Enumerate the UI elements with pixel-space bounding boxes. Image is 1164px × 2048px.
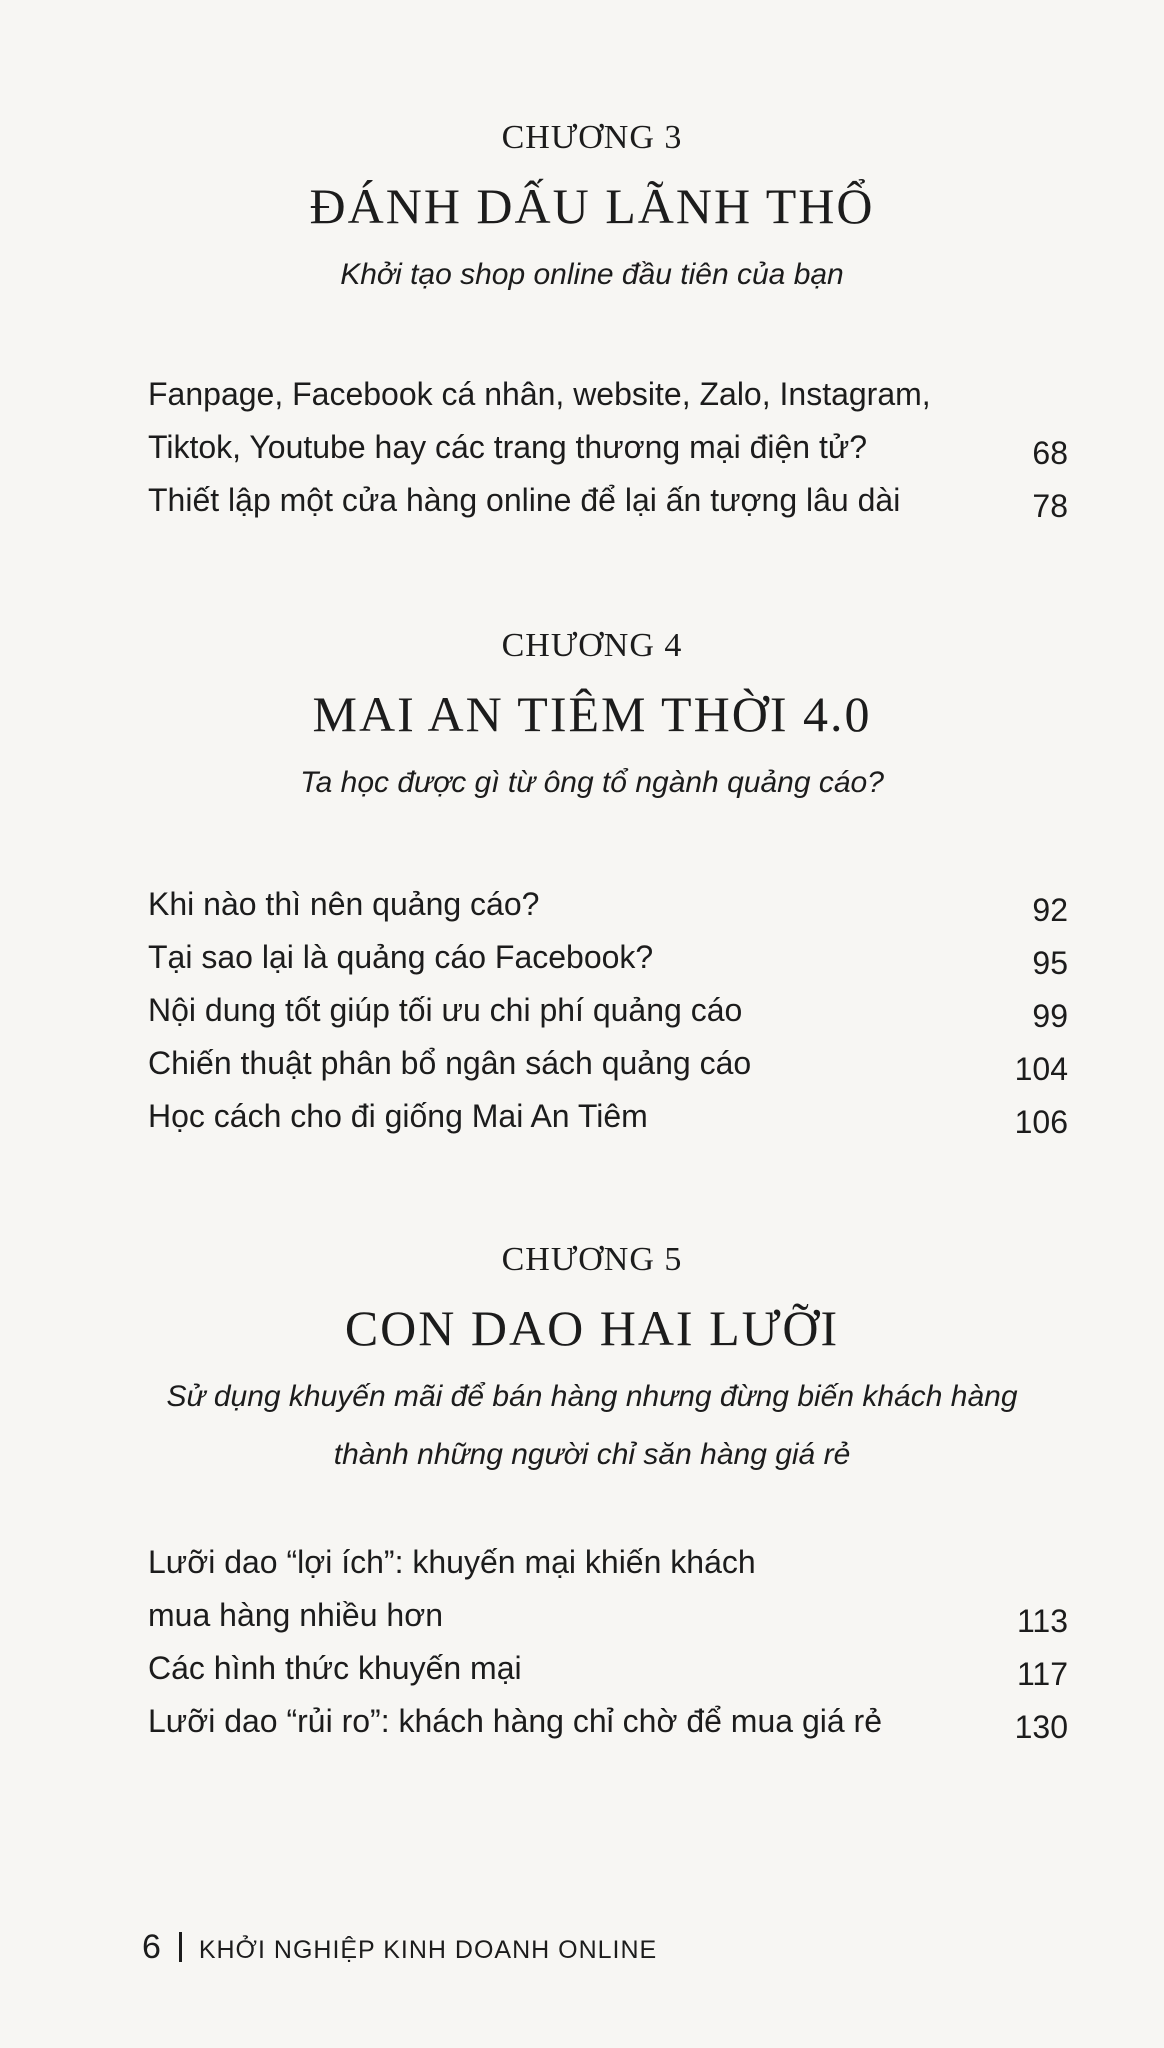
- toc-entry[interactable]: [148, 421, 1068, 474]
- running-title: KHỞI NGHIỆP KINH DOANH ONLINE: [198, 1936, 658, 1964]
- toc-entry-text: Lưỡi dao “lợi ích”: khuyến mại khiến khách: [148, 1544, 756, 1580]
- chapter-4-entries: [148, 878, 1068, 1143]
- chapter-3-heading: [0, 118, 1164, 304]
- toc-entry-text: mua hàng nhiều hơn: [148, 1597, 443, 1633]
- toc-entry[interactable]: [148, 1695, 1068, 1748]
- toc-entry-text: Fanpage, Facebook cá nhân, website, Zalo, Instagram,: [148, 376, 931, 412]
- toc-entry-text: Lưỡi dao “rủi ro”: khách hàng chỉ chờ để mua giá rẻ: [148, 1703, 882, 1739]
- chapter-label: CHƯƠNG 3: [501, 119, 683, 156]
- toc-entry-page: 117: [1016, 1656, 1068, 1692]
- toc-entry-page: 99: [1032, 998, 1068, 1034]
- toc-entry-page: 95: [1032, 945, 1068, 981]
- toc-entry[interactable]: [148, 1642, 1068, 1695]
- toc-entry-text: Tại sao lại là quảng cáo Facebook?: [148, 939, 654, 975]
- toc-entry-text: Thiết lập một cửa hàng online để lại ấn tượng lâu dài: [148, 482, 901, 518]
- toc-entry-text: Tiktok, Youtube hay các trang thương mại điện tử?: [148, 429, 868, 465]
- toc-entry-page: 78: [1032, 488, 1068, 524]
- chapter-title: MAI AN TIÊM THỜI 4.0: [312, 686, 872, 742]
- chapter-subtitle: Ta học được gì từ ông tổ ngành quảng cáo?: [300, 766, 884, 799]
- toc-entry[interactable]: [148, 1037, 1068, 1090]
- chapter-5-heading: [0, 1240, 1164, 1484]
- chapter-subtitle: Khởi tạo shop online đầu tiên của bạn: [340, 258, 844, 291]
- toc-entry-page: 92: [1032, 892, 1068, 928]
- page-footer: [142, 1928, 657, 1967]
- footer-divider: [179, 1932, 182, 1962]
- chapter-label: CHƯƠNG 4: [501, 627, 683, 664]
- toc-entry-text: Các hình thức khuyến mại: [148, 1650, 522, 1686]
- toc-entry-page: 104: [1014, 1051, 1068, 1087]
- chapter-title: CON DAO HAI LƯỠI: [344, 1300, 840, 1356]
- chapter-subtitle: thành những người chỉ săn hàng giá rẻ: [333, 1438, 851, 1471]
- toc-entry[interactable]: [148, 368, 1068, 421]
- toc-entry[interactable]: [148, 931, 1068, 984]
- toc-entry-text: Nội dung tốt giúp tối ưu chi phí quảng cáo: [148, 992, 743, 1028]
- toc-entry-page: 106: [1014, 1104, 1068, 1140]
- toc-entry[interactable]: [148, 1536, 1068, 1589]
- chapter-label: CHƯƠNG 5: [501, 1241, 683, 1278]
- chapter-4-heading: [0, 626, 1164, 812]
- toc-entry[interactable]: [148, 984, 1068, 1037]
- chapter-subtitle: Sử dụng khuyến mãi để bán hàng nhưng đừng biến khách hàng: [166, 1380, 1018, 1413]
- chapter-3-entries: [148, 368, 1068, 527]
- toc-entry-page: 113: [1016, 1603, 1068, 1639]
- toc-entry[interactable]: [148, 878, 1068, 931]
- toc-entry-text: Học cách cho đi giống Mai An Tiêm: [148, 1098, 648, 1134]
- toc-entry-page: 130: [1014, 1709, 1068, 1745]
- toc-entry-page: 68: [1032, 435, 1068, 471]
- toc-entry[interactable]: [148, 1090, 1068, 1143]
- toc-entry[interactable]: [148, 1589, 1068, 1642]
- chapter-title: ĐÁNH DẤU LÃNH THỔ: [309, 178, 875, 234]
- page-number: 6: [142, 1928, 161, 1966]
- toc-entry[interactable]: [148, 474, 1068, 527]
- chapter-5-entries: [148, 1536, 1068, 1748]
- toc-entry-text: Chiến thuật phân bổ ngân sách quảng cáo: [148, 1045, 752, 1081]
- toc-entry-text: Khi nào thì nên quảng cáo?: [148, 886, 540, 922]
